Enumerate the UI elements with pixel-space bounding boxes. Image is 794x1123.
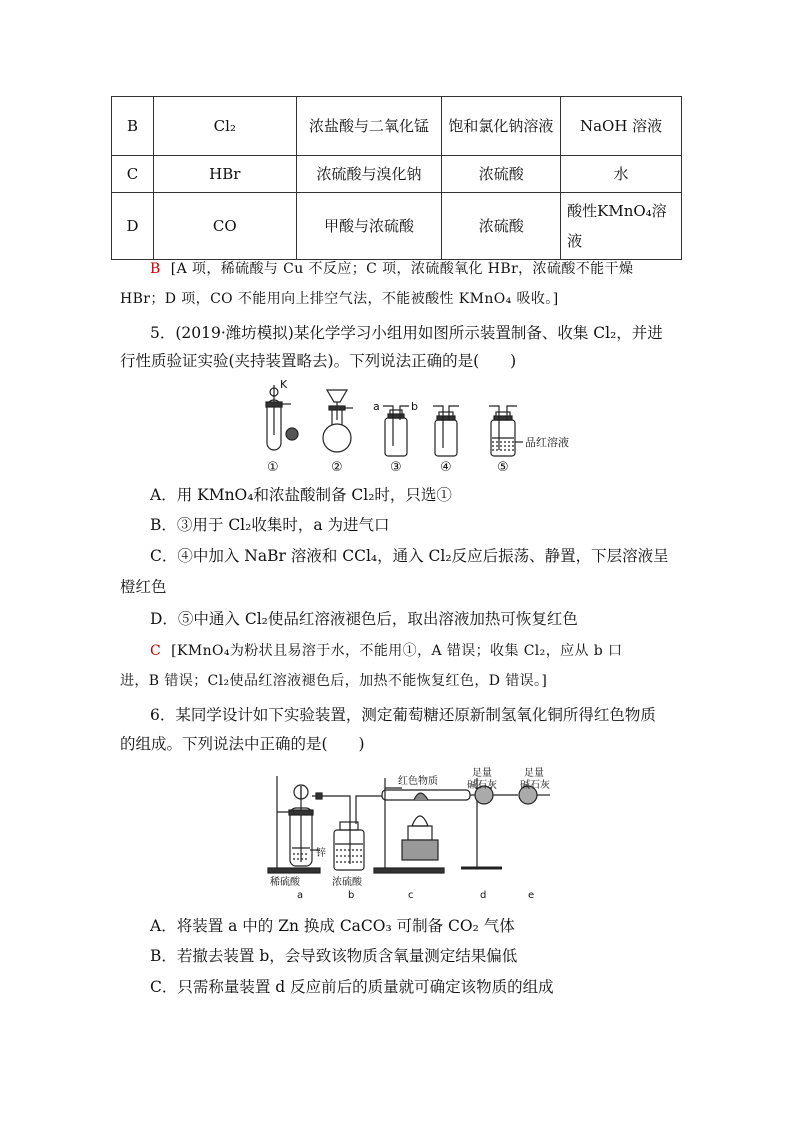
dropping-funnel: [327, 390, 347, 402]
cell-option: C: [112, 156, 154, 193]
red-substance: [414, 793, 428, 800]
q6-option-c: C．只需称量装置 d 反应前后的质量就可确定该物质的组成: [150, 978, 554, 996]
q5-option-a: A．用 KMnO₄和浓盐酸制备 Cl₂时，只选①: [150, 486, 452, 504]
q5-option-c-line1: C．④中加入 NaBr 溶液和 CCl₄，通入 Cl₂反应后振荡、静置，下层溶液呈: [150, 547, 669, 565]
options-table: [111, 96, 682, 260]
label-1: ①: [267, 460, 279, 475]
round-flask: [323, 424, 351, 452]
q5-option-b: B．③用于 Cl₂收集时，a 为进气口: [150, 516, 390, 534]
table-row: [112, 97, 682, 156]
q5-stem-line2: 行性质验证实验(夹持装置略去)。下列说法正确的是( ): [120, 352, 517, 370]
q6-apparatus-figure: [262, 766, 582, 902]
label-red-substance: 红色物质: [398, 776, 438, 787]
answer-letter: B: [150, 261, 161, 277]
label-a: a: [373, 400, 380, 413]
answer-letter: C: [150, 643, 162, 659]
cell-reagent-a: 甲酸与浓硫酸: [296, 193, 442, 260]
label-zinc: 锌: [316, 848, 326, 859]
cell-reagent-b: 浓硫酸: [442, 193, 561, 260]
label-soda2: 足量: [524, 768, 544, 779]
gas-bottle-3: [385, 418, 407, 456]
cell-reagent-a: 浓盐酸与二氧化锰: [296, 97, 442, 156]
label-k: K: [280, 380, 288, 391]
label-3: ③: [390, 460, 402, 475]
q6-option-b: B．若撤去装置 b，会导致该物质含氧量测定结果偏低: [150, 947, 518, 965]
cell-reagent-c: 酸性KMnO₄溶液: [561, 193, 682, 260]
label-2: ②: [331, 460, 343, 475]
cell-reagent-a: 浓硫酸与溴化钠: [296, 156, 442, 193]
label-soda2b: 碱石灰: [520, 780, 550, 791]
label-e: e: [528, 890, 535, 901]
label-soda1b: 碱石灰: [467, 780, 497, 791]
cell-option: D: [112, 193, 154, 260]
q6-option-a: A．将装置 a 中的 Zn 换成 CaCO₃ 可制备 CO₂ 气体: [150, 917, 515, 935]
label-pinhong: 品红溶液: [525, 436, 569, 449]
label-b: b: [348, 890, 355, 901]
cell-gas: CO: [153, 193, 296, 260]
cell-gas: Cl₂: [153, 97, 296, 156]
gas-bottle-4: [435, 420, 457, 456]
q4-answer-line1: [150, 258, 680, 280]
zinc-pellet: [286, 428, 298, 440]
cell-reagent-b: 饱和氯化钠溶液: [442, 97, 561, 156]
cell-reagent-c: NaOH 溶液: [561, 97, 682, 156]
burner-base: [402, 840, 438, 860]
label-dilute-h2so4: 稀硫酸: [270, 877, 300, 888]
label-4: ④: [440, 460, 452, 475]
q5-stem-line1: 5．(2019·潍坊模拟)某化学学习小组用如图所示装置制备、收集 Cl₂，并进: [150, 324, 663, 342]
table-row: [112, 156, 682, 193]
q6-stem-line2: 的组成。下列说法中正确的是( ): [120, 735, 365, 753]
q5-answer-line2: 进，B 错误；Cl₂使品红溶液褪色后，加热不能恢复红色，D 错误。]: [120, 673, 548, 689]
q5-option-c-line2: 橙红色: [120, 578, 167, 596]
table-row: [112, 193, 682, 260]
q6-stem-line1: 6．某同学设计如下实验装置，测定葡萄糖还原新制氢氧化铜所得红色物质: [150, 706, 656, 724]
q5-apparatus-figure: [255, 380, 575, 475]
cell-gas: HBr: [153, 156, 296, 193]
label-5: ⑤: [497, 460, 509, 475]
cell-option: B: [112, 97, 154, 156]
burner-flame: [412, 816, 428, 826]
answer-text: [A 项，稀硫酸与 Cu 不反应；C 项，浓硫酸氧化 HBr，浓硫酸不能干燥: [170, 261, 634, 277]
q5-option-d: D．⑤中通入 Cl₂使品红溶液褪色后，取出溶液加热可恢复红色: [150, 610, 578, 628]
label-d: d: [480, 890, 487, 901]
label-b: b: [411, 400, 418, 413]
answer-text: [KMnO₄为粉状且易溶于水，不能用①，A 错误；收集 Cl₂，应从 b 口: [171, 643, 623, 659]
label-soda1: 足量: [472, 768, 492, 779]
q4-answer-line2: HBr；D 项，CO 不能用向上排空气法，不能被酸性 KMnO₄ 吸收。]: [120, 291, 559, 307]
label-c: c: [408, 890, 414, 901]
label-a: a: [297, 890, 304, 901]
cell-reagent-b: 浓硫酸: [442, 156, 561, 193]
q5-answer-line1: [150, 640, 680, 662]
label-conc-h2so4: 浓硫酸: [332, 877, 362, 888]
cell-reagent-c: 水: [561, 156, 682, 193]
